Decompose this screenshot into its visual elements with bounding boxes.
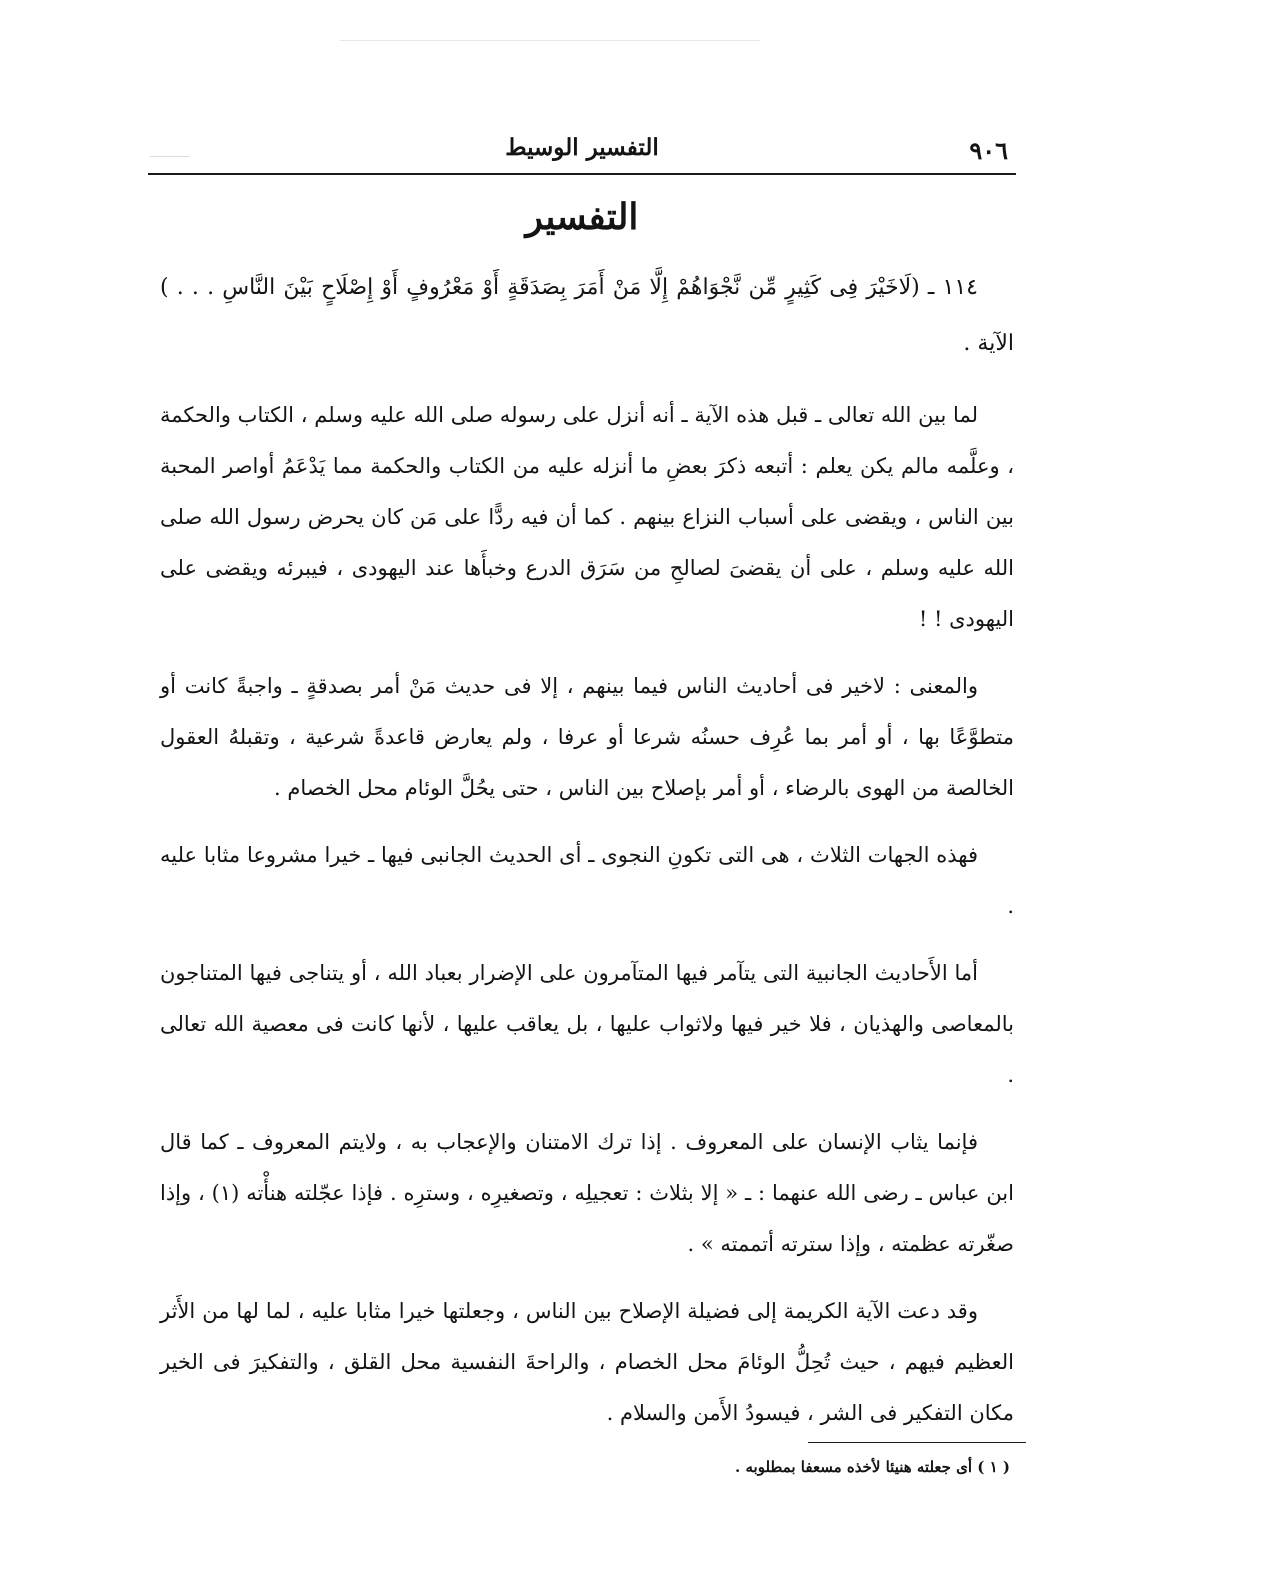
running-header: [148, 132, 1016, 168]
paragraph: لما بين الله تعالى ـ قبل هذه الآية ـ أنه أنزل على رسوله صلى الله عليه وسلم ، الكتاب والحكمة ، وعلَّمه مالم يكن يعلم : أتبعه ذكرَ بعضِ ما أنزله عليه من الكتاب والحكمة مما يَدْعَمُ أواصر المحبة بين الناس ، ويقضى على أسباب النزاع بينهم . كما أن فيه ردًّا على مَن كان يحرض رسول الله صلى الله عليه وسلم ، على أن يقضىَ لصالحِ من سَرَق الدرع وخبأَها عند اليهودى ، فيبرئه ويقضى على اليهودى ! !: [160, 403, 1014, 631]
footnote: ( ١ ) أى جعلته هنيئا لأخذه مسعفا بمطلوبه .: [735, 1458, 1010, 1476]
paragraph: فهذه الجهات الثلاث ، هى التى تكونِ النجوى ـ أى الحديث الجانبى فيها ـ خيرا مشروعا مثابا عليه .: [160, 843, 1014, 918]
verse-quote: ١١٤ ـ (لَاخَيْرَ فِى كَثِيرٍ مِّن نَّجْوَاهُمْ إِلَّا مَنْ أَمَرَ بِصَدَقَةٍ أَوْ مَعْرُوفٍ أَوْ إِصْلَاحٍ بَيْنَ النَّاسِ . . . ) الآية .: [160, 275, 1014, 356]
paragraph: فإنما يثاب الإنسان على المعروف . إذا ترك الامتنان والإعجاب به ، ولايتم المعروف ـ كما قال ابن عباس ـ رضى الله عنهما : ـ « إلا بثلاث : تعجيلِه ، وتصغيرِه ، وسترِه . فإذا عجّلته هنأْته (١) ، وإذا صغّرته عظمته ، وإذا سترته أتممته » .: [160, 1130, 1014, 1256]
paragraph: والمعنى : لاخير فى أحاديث الناس فيما بينهم ، إلا فى حديث مَنْ أمر بصدقةٍ ـ واجبةً كانت أو متطوَّعًا بها ، أو أمر بما عُرِف حسنُه شرعا أو عرفا ، ولم يعارض قاعدةً شرعية ، وتقبلهُ العقول الخالصة من الهوى بالرضاء ، أو أمر بإصلاح بين الناس ، حتى يحُلَّ الوئام محل الخصام .: [160, 674, 1014, 800]
header-rule: [148, 173, 1016, 175]
scan-artifact: [340, 40, 760, 41]
footnote-rule: [808, 1442, 1026, 1443]
paragraph: أما الأَحاديث الجانبية التى يتآمر فيها المتآمرون على الإضرار بعباد الله ، أو يتناجى فيها المتناجون بالمعاصى والهذيان ، فلا خير فيها ولاثواب عليها ، بل يعاقب عليها ، لأنها كانت فى معصية الله تعالى .: [160, 961, 1014, 1087]
section-title: التفسير: [525, 196, 639, 238]
page-number: ٩٠٦: [969, 136, 1008, 165]
paragraph: وقد دعت الآية الكريمة إلى فضيلة الإصلاح بين الناس ، وجعلتها خيرا مثابا عليه ، لما لها من الأَثر العظيم فيهم ، حيث تُحِلُّ الوئامَ محل الخصام ، والراحةَ النفسية محل القلق ، والتفكيرَ فى الخير مكان التفكير فى الشر ، فيسودُ الأَمن والسلام .: [160, 1299, 1014, 1425]
body-text: [160, 260, 1014, 1455]
book-title: التفسير الوسيط: [505, 134, 659, 161]
